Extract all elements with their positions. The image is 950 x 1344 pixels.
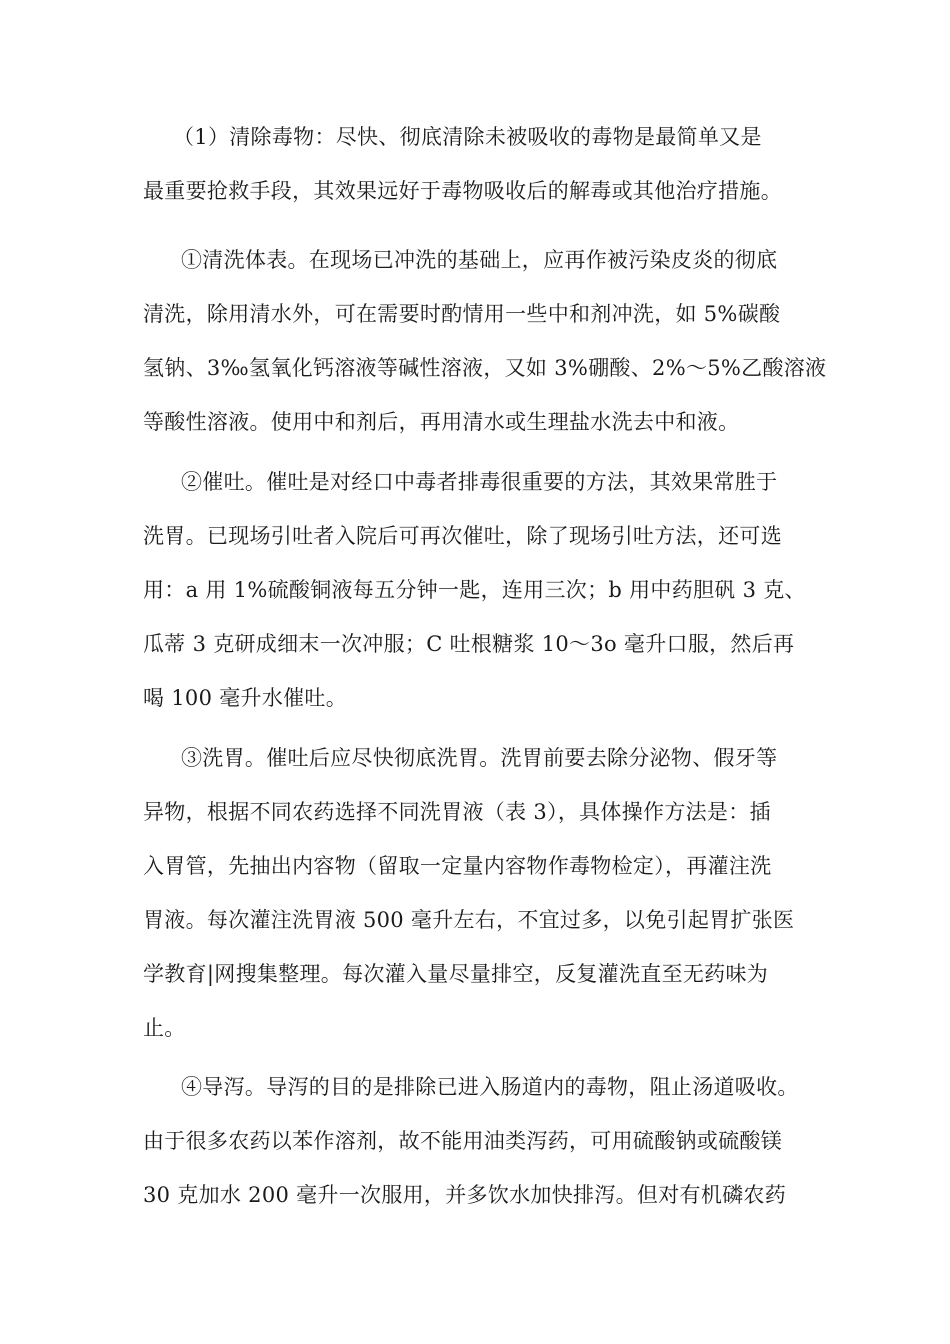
text-line: 洗胃。已现场引吐者入院后可再次催吐，除了现场引吐方法，还可选 (143, 524, 782, 548)
text-line: 用：a 用 1%硫酸铜液每五分钟一匙，连用三次；b 用中药胆矾 3 克、 (143, 578, 806, 602)
text-line: ①清洗体表。在现场已冲洗的基础上，应再作被污染皮炎的彻底 (181, 248, 778, 272)
text-line: 瓜蒂 3 克研成细末一次冲服；C 吐根糖浆 10～3o 毫升口服，然后再 (143, 632, 795, 656)
paragraph-wash-skin (143, 233, 827, 449)
paragraph-gastric-lavage (143, 731, 823, 1055)
paragraph-induce-vomiting (143, 455, 823, 725)
text-line: 等酸性溶液。使用中和剂后，再用清水或生理盐水洗去中和液。 (143, 410, 740, 434)
text-line: ④导泻。导泻的目的是排除已进入肠道内的毒物，阻止汤道吸收。 (181, 1075, 799, 1099)
text-line: 30 克加水 200 毫升一次服用，并多饮水加快排泻。但对有机磷农药 (143, 1183, 787, 1207)
text-line: 最重要抢救手段，其效果远好于毒物吸收后的解毒或其他治疗措施。 (143, 179, 782, 203)
text-line: ②催吐。催吐是对经口中毒者排毒很重要的方法，其效果常胜于 (181, 470, 778, 494)
paragraph-clear-poison (143, 110, 823, 218)
text-line: 清洗，除用清水外，可在需要时酌情用一些中和剂冲洗，如 5%碳酸 (143, 302, 781, 326)
text-line: 胃液。每次灌注洗胃液 500 毫升左右，不宜过多，以免引起胃扩张医 (143, 908, 795, 932)
text-line: 止。 (143, 1016, 186, 1040)
text-line: ③洗胃。催吐后应尽快彻底洗胃。洗胃前要去除分泌物、假牙等 (181, 746, 778, 770)
text-line: （1）清除毒物：尽快、彻底清除未被吸收的毒物是最简单又是 (173, 125, 762, 149)
text-line: 异物，根据不同农药选择不同洗胃液（表 3），具体操作方法是：插 (143, 800, 771, 824)
text-line: 学教育|网搜集整理。每次灌入量尽量排空，反复灌洗直至无药味为 (143, 962, 769, 986)
text-line: 入胃管，先抽出内容物（留取一定量内容物作毒物检定），再灌注洗 (143, 854, 772, 878)
text-line: 由于很多农药以苯作溶剂，故不能用油类泻药，可用硫酸钠或硫酸镁 (143, 1129, 782, 1153)
paragraph-catharsis (143, 1060, 823, 1222)
text-line: 喝 100 毫升水催吐。 (143, 686, 348, 710)
text-line: 氢钠、3‰氢氧化钙溶液等碱性溶液，又如 3%硼酸、2%～5%乙酸溶液 (143, 356, 827, 380)
